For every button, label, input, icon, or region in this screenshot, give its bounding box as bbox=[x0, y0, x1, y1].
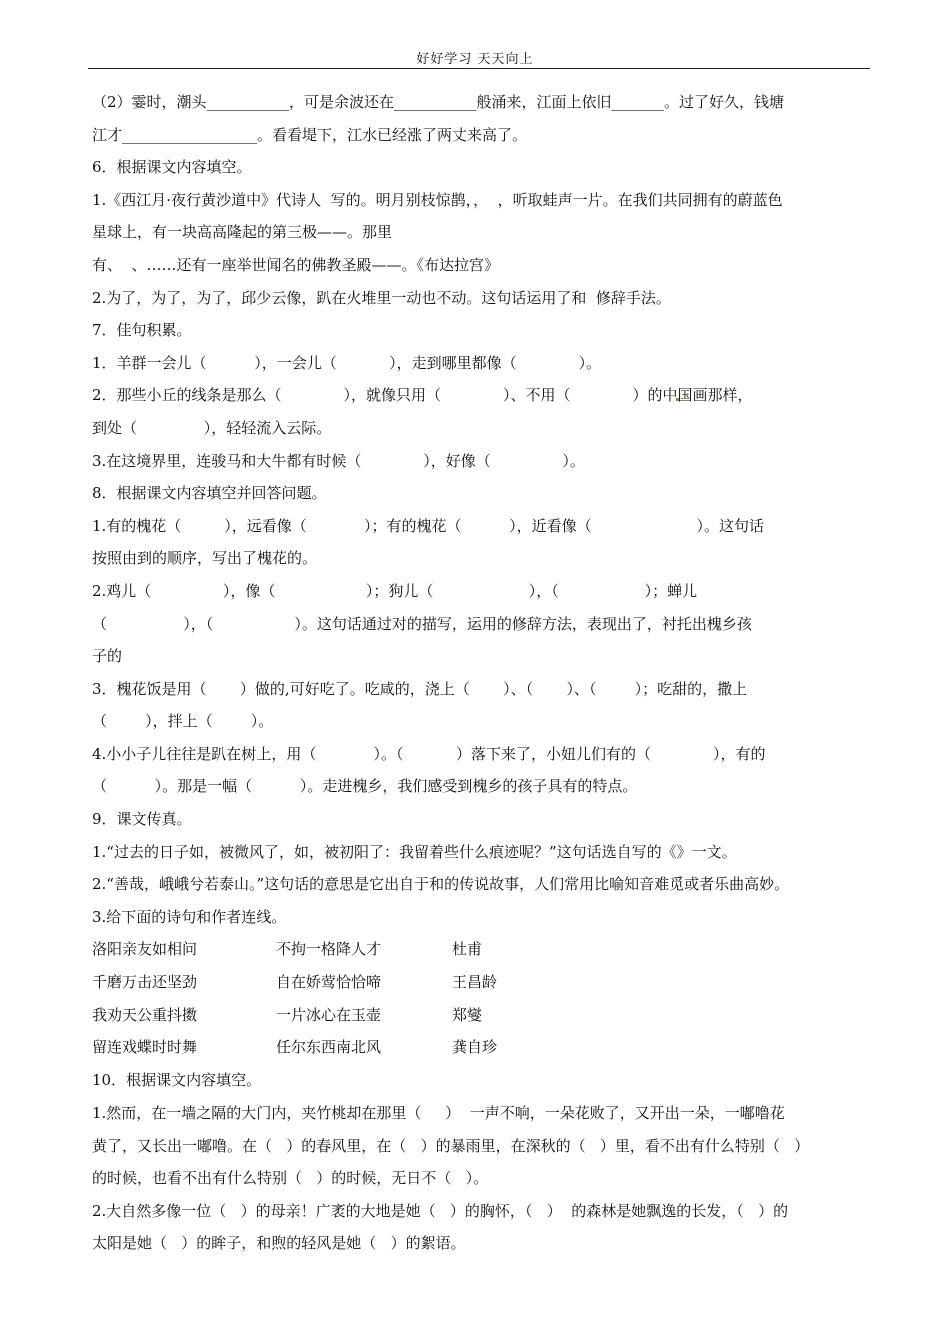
section-heading: 6．根据课文内容填空。 bbox=[92, 158, 252, 177]
text-line: 2．那些小丘的线条是那么（ ），就像只用（ ）、不用（ ）的中国画那样， bbox=[92, 386, 753, 405]
poem-line: 留连戏蝶时时舞 bbox=[92, 1038, 198, 1057]
text-line: 子的 bbox=[92, 647, 123, 666]
poem-line: 我劝天公重抖擞 bbox=[92, 1005, 198, 1024]
text-line: 星球上，有一块高高隆起的第三极——。那里 bbox=[92, 223, 393, 242]
poem-match: 自在娇莺恰恰啼 bbox=[276, 973, 382, 992]
text-line: 2.鸡儿（ ），像（ ）；狗儿（ ），（ ）；蝉儿 bbox=[92, 581, 698, 600]
poem-match: 任尔东西南北风 bbox=[276, 1038, 382, 1057]
poem-matching-table bbox=[92, 933, 870, 1064]
text-line: （2）霎时，潮头___________，可是余波还在___________般涌来，江面上依旧_______。过了好久，钱塘 bbox=[92, 93, 785, 111]
poem-row bbox=[92, 1031, 870, 1064]
text-line: 3.给下面的诗句和作者连线。 bbox=[92, 907, 287, 926]
text-block-bottom bbox=[92, 1064, 870, 1260]
text-block-top bbox=[92, 86, 870, 933]
text-line: 3．槐花饭是用（ ）做的,可好吃了。吃咸的，浇上（ ）、（ ）、（ ）；吃甜的，撒上 bbox=[92, 679, 748, 698]
section-heading: 7．佳句积累。 bbox=[92, 321, 192, 340]
poem-line: 洛阳亲友如相问 bbox=[92, 940, 198, 959]
poem-row bbox=[92, 999, 870, 1032]
text-line: 1.《西江月·夜行黄沙道中》代诗人 写的。明月别枝惊鹊，， ，听取蛙声一片。在我们共同拥有的蔚蓝色 bbox=[92, 190, 783, 209]
poem-match: 不拘一格降人才 bbox=[276, 940, 382, 959]
text-line: 1.然而，在一墙之隔的大门内，夹竹桃却在那里（ ） 一声不响，一朵花败了，又开出一朵，一嘟噜花 bbox=[92, 1104, 785, 1123]
text-line: 1．羊群一会儿（ ），一会儿（ ），走到哪里都像（ ）。 bbox=[92, 353, 602, 372]
poem-author: 郑燮 bbox=[452, 1005, 483, 1024]
text-line: 江才__________________。看看堤下，江水已经涨了两丈来高了。 bbox=[92, 125, 528, 144]
text-line: 2.大自然多像一位（ ）的母亲！广袤的大地是她（ ）的胸怀，（ ） 的森林是她飘逸的长发，（ ）的 bbox=[92, 1201, 789, 1220]
text-line: 2.为了，为了，为了，邱少云像，趴在火堆里一动也不动。这句话运用了和 修辞手法。 bbox=[92, 288, 671, 307]
text-line: （ ），（ ）。这句话通过对的描写，运用的修辞方法，表现出了，衬托出槐乡孩 bbox=[92, 614, 752, 633]
text-line: 4.小小子儿往往是趴在树上，用（ ）。（ ）落下来了，小妞儿们有的（ ），有的 bbox=[92, 744, 766, 763]
poem-line: 千磨万击还坚劲 bbox=[92, 973, 198, 992]
text-line: 太阳是她（ ）的眸子，和煦的轻风是她（ ）的絮语。 bbox=[92, 1234, 466, 1253]
poem-row bbox=[92, 966, 870, 999]
text-line: 按照由到的顺序，写出了槐花的。 bbox=[92, 549, 318, 568]
text-line: 有、 、……还有一座举世闻名的佛教圣殿——。《布达拉宫》 bbox=[92, 255, 500, 274]
text-line: 黄了，又长出一嘟噜。在（ ）的春风里，在（ ）的暴雨里，在深秋的（ ）里，看不出有什么特别（ ） bbox=[92, 1136, 810, 1155]
section-heading: 10．根据课文内容填空。 bbox=[92, 1071, 262, 1090]
poem-author: 杜甫 bbox=[452, 940, 483, 959]
text-line: 到处（ ），轻轻流入云际。 bbox=[92, 418, 332, 437]
text-line: （ ），拌上（ ）。 bbox=[92, 712, 274, 731]
page-header: 好好学习 天天向上 bbox=[416, 52, 534, 67]
text-line: 1.有的槐花（ ），远看像（ ）；有的槐花（ ），近看像（ ）。这句话 bbox=[92, 516, 765, 535]
poem-author: 王昌龄 bbox=[452, 973, 498, 992]
document-body bbox=[92, 86, 870, 1260]
text-line: 的时候，也看不出有什么特别（ ）的时候，无日不（ ）。 bbox=[92, 1169, 489, 1188]
text-line: 1.“过去的日子如，被微风了，如，被初阳了：我留着些什么痕迹呢？”这句话选自写的《》一文。 bbox=[92, 842, 737, 861]
text-line: 2.“善哉，峨峨兮若泰山。”这句话的意思是它出自于和的传说故事，人们常用比喻知音难觅或者乐曲高妙。 bbox=[92, 875, 790, 894]
poem-author: 龚自珍 bbox=[452, 1038, 498, 1057]
text-line: 3.在这境界里，连骏马和大牛都有时候（ ），好像（ ）。 bbox=[92, 451, 585, 470]
poem-match: 一片冰心在玉壶 bbox=[276, 1005, 382, 1024]
section-heading: 8．根据课文内容填空并回答问题。 bbox=[92, 484, 327, 503]
section-heading: 9．课文传真。 bbox=[92, 810, 192, 829]
header-divider bbox=[88, 68, 870, 69]
poem-row bbox=[92, 933, 870, 966]
text-line: （ ）。那是一幅（ ）。走进槐乡，我们感受到槐乡的孩子具有的特点。 bbox=[92, 777, 638, 796]
